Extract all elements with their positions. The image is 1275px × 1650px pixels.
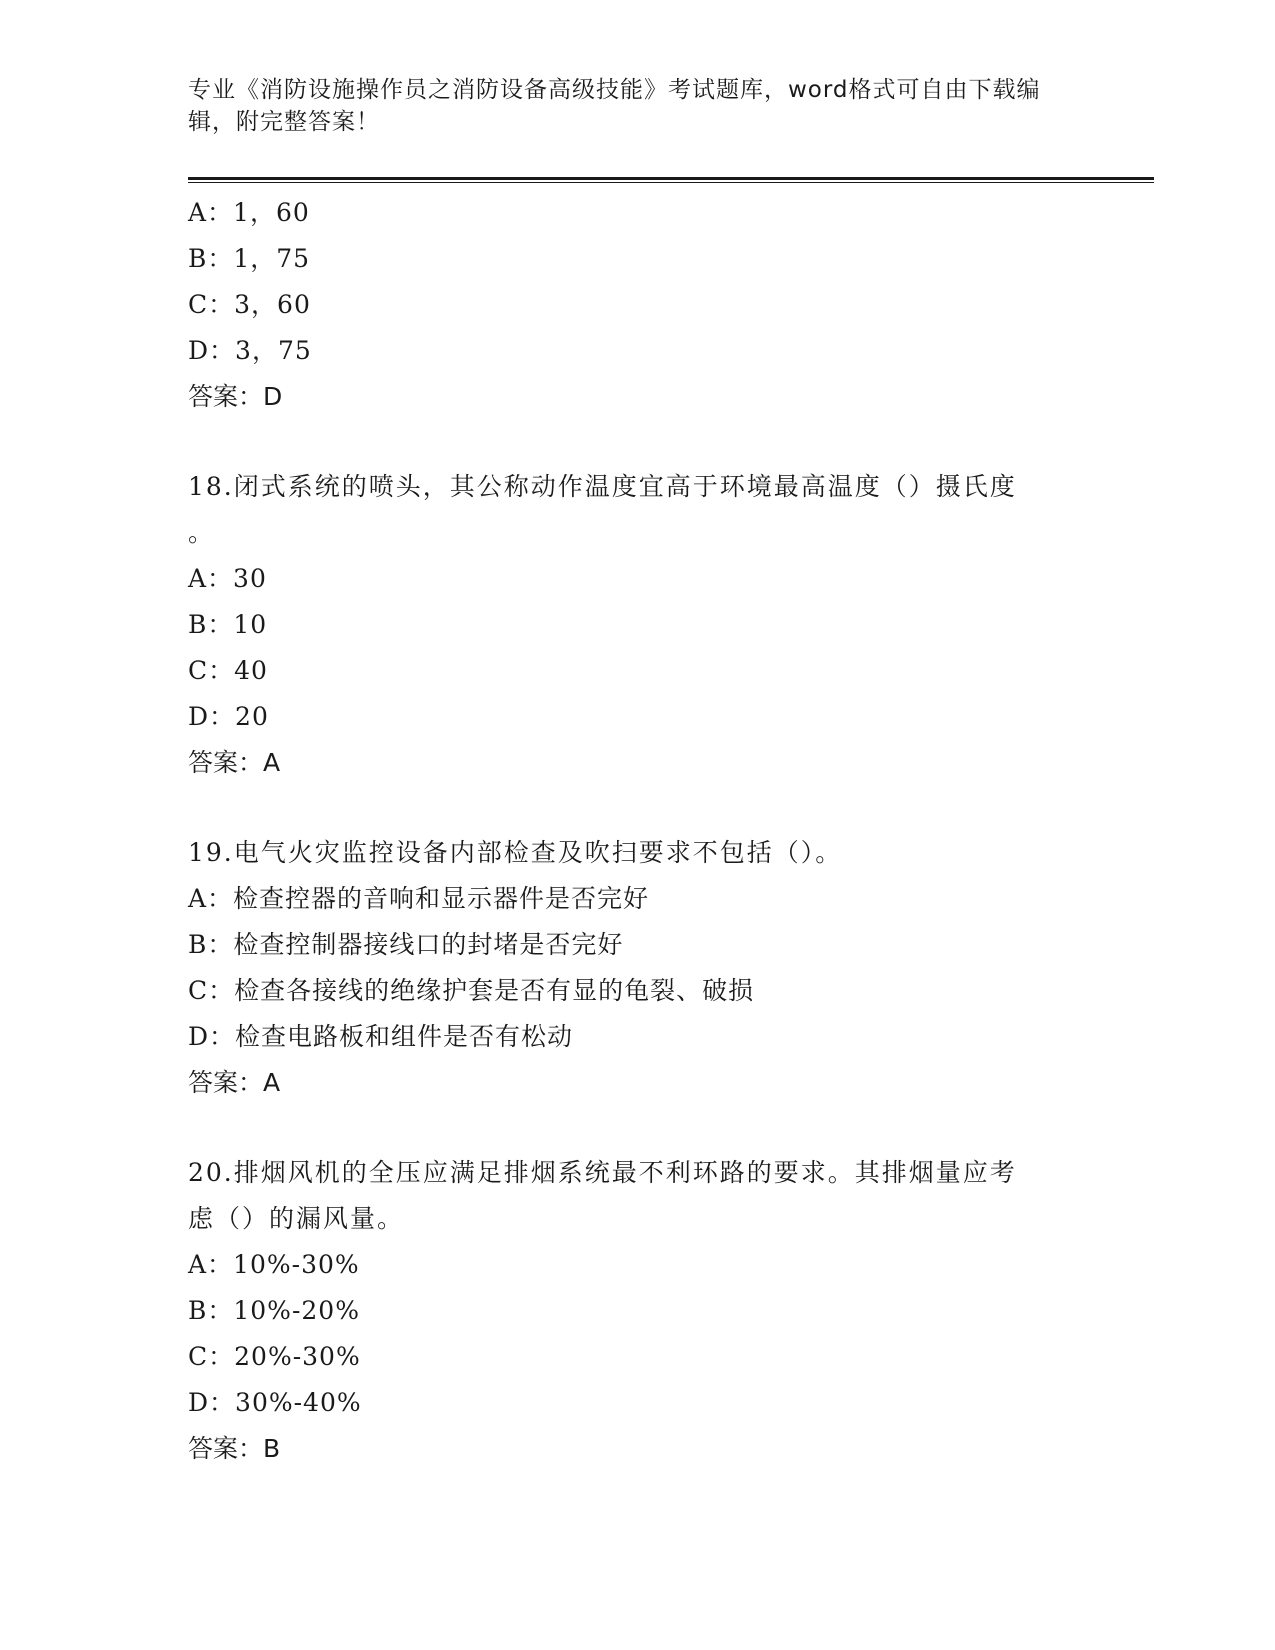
option-d: D：20 — [188, 702, 269, 731]
option-c: C：40 — [188, 656, 268, 685]
header-divider-thick — [188, 177, 1154, 180]
option-a: A：检查控器的音响和显示器件是否完好 — [188, 884, 650, 913]
question-text-line-2: 虑（）的漏风量。 — [188, 1204, 405, 1233]
question-text-line-2: 。 — [188, 518, 216, 547]
option-b: B：10%-20% — [188, 1296, 360, 1325]
question-19 — [188, 830, 1088, 1106]
option-c: C：20%-30% — [188, 1342, 361, 1371]
question-17 — [188, 190, 1088, 420]
option-b: B：检查控制器接线口的封堵是否完好 — [188, 930, 624, 959]
answer-line: 答案：D — [188, 382, 283, 411]
question-text-line-1: 20.排烟风机的全压应满足排烟系统最不利环路的要求。其排烟量应考 — [188, 1158, 1017, 1187]
option-d: D：3，75 — [188, 336, 312, 365]
header-divider-thin — [188, 182, 1154, 183]
answer-line: 答案：B — [188, 1434, 281, 1463]
header-line-1: 专业《消防设施操作员之消防设备高级技能》考试题库，word格式可自由下载编 — [188, 77, 1041, 103]
option-c: C：3，60 — [188, 290, 311, 319]
option-a: A：30 — [188, 564, 267, 593]
option-a: A：10%-30% — [188, 1250, 360, 1279]
option-d: D：检查电路板和组件是否有松动 — [188, 1022, 574, 1051]
option-d: D：30%-40% — [188, 1388, 362, 1417]
answer-line: 答案：A — [188, 748, 281, 777]
question-18 — [188, 464, 1088, 786]
option-a: A：1，60 — [188, 198, 310, 227]
question-20 — [188, 1150, 1088, 1472]
question-text-line-1: 18.闭式系统的喷头，其公称动作温度宜高于环境最高温度（）摄氏度 — [188, 472, 1017, 501]
document-header — [188, 74, 1068, 138]
question-text-line-1: 19.电气火灾监控设备内部检查及吹扫要求不包括（）。 — [188, 838, 843, 867]
option-b: B：10 — [188, 610, 268, 639]
header-line-2: 辑，附完整答案！ — [188, 109, 380, 135]
option-c: C：检查各接线的绝缘护套是否有显的龟裂、破损 — [188, 976, 755, 1005]
option-b: B：1，75 — [188, 244, 311, 273]
answer-line: 答案：A — [188, 1068, 281, 1097]
question-list — [188, 190, 1088, 1472]
